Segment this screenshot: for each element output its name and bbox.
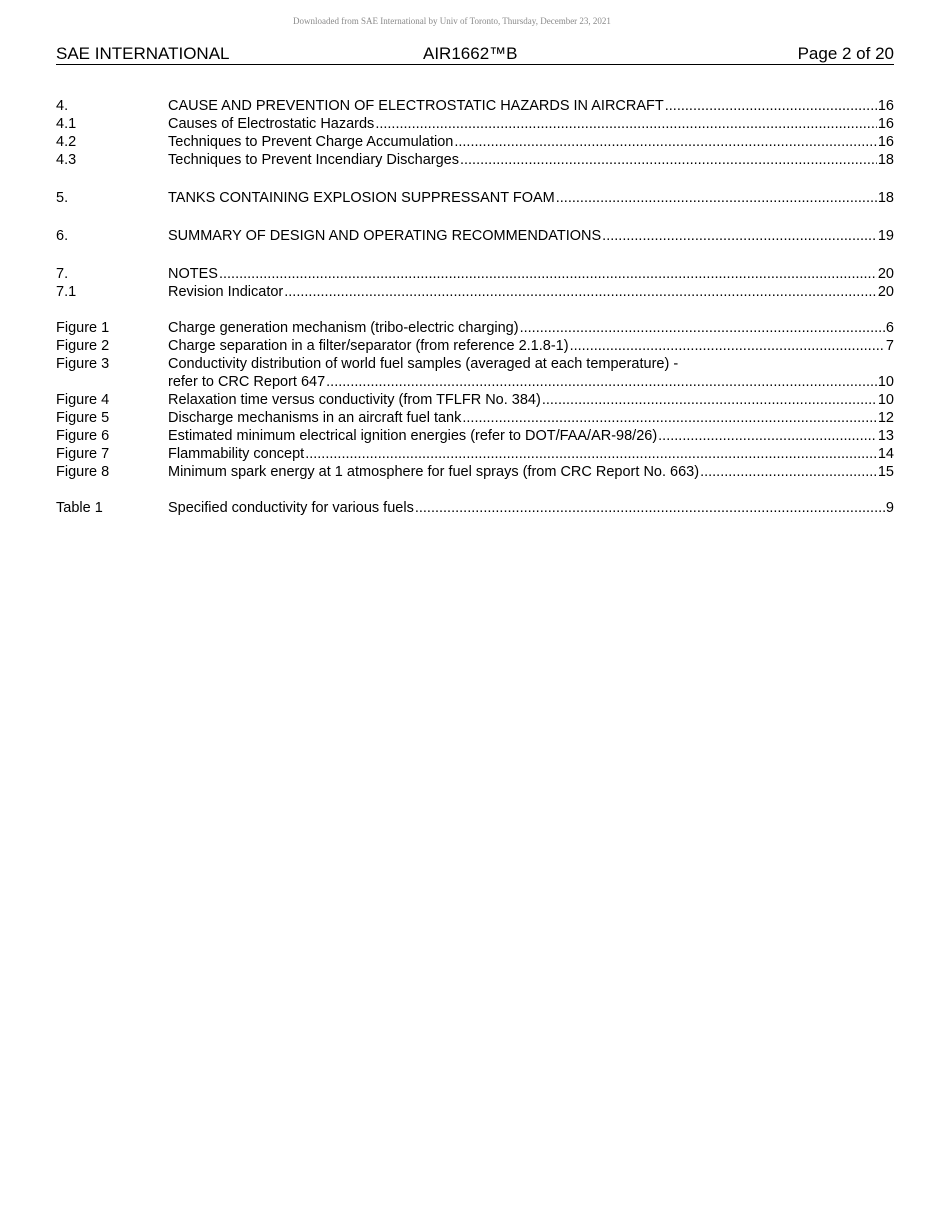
dot-leader	[326, 373, 877, 391]
figure-entry-8[interactable]	[56, 463, 894, 481]
figure-number: Figure 3	[56, 356, 110, 372]
toc-number: 6.	[56, 228, 69, 244]
header-org: SAE INTERNATIONAL	[56, 44, 230, 63]
table-page: 9	[885, 500, 894, 516]
figure-number: Figure 1	[56, 320, 110, 336]
figure-entry-5[interactable]	[56, 409, 894, 427]
figure-number: Figure 6	[56, 428, 110, 444]
dot-leader	[658, 427, 877, 445]
figure-page: 14	[877, 446, 894, 462]
dot-leader	[602, 227, 877, 245]
toc-number: 5.	[56, 190, 69, 206]
dot-leader	[570, 337, 885, 355]
figure-entry-6[interactable]	[56, 427, 894, 445]
toc-number: 7.1	[56, 284, 77, 300]
table-entry-1[interactable]	[56, 499, 894, 517]
figure-number: Figure 4	[56, 392, 110, 408]
dot-leader	[305, 445, 877, 463]
figure-page: 10	[877, 392, 894, 408]
figure-page: 13	[877, 428, 894, 444]
table-title: Specified conductivity for various fuels	[168, 500, 414, 516]
figure-entry-2[interactable]	[56, 337, 894, 355]
toc-title: Revision Indicator	[168, 284, 284, 300]
figure-page: 10	[877, 374, 894, 390]
figure-title-line-1: Conductivity distribution of world fuel samples (averaged at each temperature) -	[168, 356, 679, 372]
toc-title: Techniques to Prevent Incendiary Discharges	[168, 152, 459, 168]
dot-leader	[375, 115, 877, 133]
dot-leader	[556, 189, 877, 207]
toc-page: 16	[877, 98, 894, 114]
dot-leader	[542, 391, 877, 409]
figure-number: Figure 5	[56, 410, 110, 426]
toc-title: SUMMARY OF DESIGN AND OPERATING RECOMMENDATIONS	[168, 228, 602, 244]
toc-page: 16	[877, 134, 894, 150]
dot-leader	[700, 463, 877, 481]
toc-entry-4-2[interactable]	[56, 133, 894, 151]
toc-title: Causes of Electrostatic Hazards	[168, 116, 375, 132]
header-page-number: Page 2 of 20	[797, 44, 894, 63]
figure-title: Relaxation time versus conductivity (from TFLFR No. 384)	[168, 392, 541, 408]
toc-title: TANKS CONTAINING EXPLOSION SUPPRESSANT FOAM	[168, 190, 555, 206]
dot-leader	[460, 151, 877, 169]
toc-entry-5[interactable]	[56, 189, 894, 207]
figure-page: 15	[877, 464, 894, 480]
toc-title: NOTES	[168, 266, 218, 282]
figure-entry-7[interactable]	[56, 445, 894, 463]
dot-leader	[284, 283, 877, 301]
toc-page: 16	[877, 116, 894, 132]
figure-title: Charge generation mechanism (tribo-electric charging)	[168, 320, 519, 336]
figure-entry-3-continued[interactable]	[56, 373, 894, 391]
figure-title: Discharge mechanisms in an aircraft fuel tank	[168, 410, 462, 426]
table-of-contents	[56, 97, 894, 517]
toc-page: 20	[877, 284, 894, 300]
toc-page: 19	[877, 228, 894, 244]
toc-number: 4.2	[56, 134, 77, 150]
table-number: Table 1	[56, 500, 103, 516]
figure-title: Charge separation in a filter/separator (from reference 2.1.8-1)	[168, 338, 569, 354]
toc-number: 4.	[56, 98, 69, 114]
page-header	[56, 44, 894, 65]
figure-title: Estimated minimum electrical ignition energies (refer to DOT/FAA/AR-98/26)	[168, 428, 658, 444]
toc-title: Techniques to Prevent Charge Accumulation	[168, 134, 454, 150]
figure-entry-4[interactable]	[56, 391, 894, 409]
toc-page: 18	[877, 190, 894, 206]
toc-entry-4-3[interactable]	[56, 151, 894, 169]
figure-number: Figure 7	[56, 446, 110, 462]
figure-title: Minimum spark energy at 1 atmosphere for fuel sprays (from CRC Report No. 663)	[168, 464, 700, 480]
toc-entry-7-1[interactable]	[56, 283, 894, 301]
toc-page: 20	[877, 266, 894, 282]
download-watermark: Downloaded from SAE International by Univ of Toronto, Thursday, December 23, 2021	[293, 16, 611, 26]
toc-entry-4[interactable]	[56, 97, 894, 115]
figure-page: 12	[877, 410, 894, 426]
dot-leader	[219, 265, 877, 283]
figure-entry-1[interactable]	[56, 319, 894, 337]
dot-leader	[665, 97, 877, 115]
figure-number: Figure 8	[56, 464, 110, 480]
figure-page: 6	[885, 320, 894, 336]
dot-leader	[454, 133, 877, 151]
figure-number: Figure 2	[56, 338, 110, 354]
toc-number: 4.1	[56, 116, 77, 132]
dot-leader	[520, 319, 885, 337]
figure-page: 7	[885, 338, 894, 354]
toc-page: 18	[877, 152, 894, 168]
figure-entry-3[interactable]	[56, 355, 894, 373]
dot-leader	[462, 409, 877, 427]
toc-entry-4-1[interactable]	[56, 115, 894, 133]
toc-entry-6[interactable]	[56, 227, 894, 245]
figure-title: Flammability concept	[168, 446, 305, 462]
toc-title: CAUSE AND PREVENTION OF ELECTROSTATIC HAZARDS IN AIRCRAFT	[168, 98, 664, 114]
dot-leader	[415, 499, 885, 517]
header-doc-id: AIR1662™B	[423, 44, 518, 63]
toc-number: 4.3	[56, 152, 77, 168]
toc-number: 7.	[56, 266, 69, 282]
figure-title-line-2: refer to CRC Report 647	[168, 374, 326, 390]
toc-entry-7[interactable]	[56, 265, 894, 283]
